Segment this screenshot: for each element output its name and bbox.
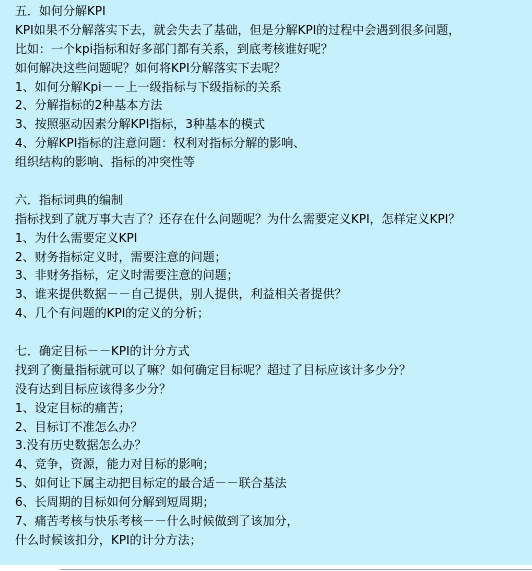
section-7-heading: 七．确定目标－－KPI的计分方式 bbox=[15, 344, 190, 359]
section-6-intro-line: 指标找到了就万事大吉了？还存在什么问题呢？为什么需要定义KPI，怎样定义KPI？ bbox=[15, 211, 461, 226]
section-spacer bbox=[15, 172, 528, 191]
section-6-list-item: 3、非财务指标，定义时需要注意的问题； bbox=[15, 268, 239, 283]
section-6-list-item: 2、财务指标定义时，需要注意的问题； bbox=[15, 249, 227, 264]
section-5-heading: 五．如何分解KPI bbox=[15, 4, 106, 18]
section-5-intro-line: 如何解决这些问题呢？如何将KPI分解落实下去呢？ bbox=[15, 60, 286, 75]
section-7-list-item: 什么时候该扣分，KPI的计分方法； bbox=[15, 532, 202, 547]
section-spacer bbox=[15, 323, 528, 342]
divider-line bbox=[60, 569, 532, 570]
section-7-intro-line: 找到了衡量指标就可以了嘛？如何确定目标呢？超过了目标应该计多少分？ bbox=[15, 362, 412, 377]
section-5-list-item: 组织结构的影响、指标的冲突性等 bbox=[15, 155, 196, 170]
section-7-list-item: 7、痛苦考核与快乐考核－－什么时候做到了该加分， bbox=[15, 514, 299, 529]
section-7-list-item: 1、设定目标的痛苦； bbox=[15, 400, 131, 415]
section-7-list-item: 6、长周期的目标如何分解到短周期； bbox=[15, 495, 215, 510]
section-7-list-item: 4、竞争，资源，能力对目标的影响； bbox=[15, 457, 215, 472]
section-6-list-item: 4、几个有问题的KPI的定义的分析； bbox=[15, 306, 210, 321]
section-7-list-item: 5、如何让下属主动把目标定的最合适－－联合基法 bbox=[15, 476, 287, 491]
section-6-heading: 六．指标词典的编制 bbox=[15, 192, 124, 207]
section-5-list-item: 4、分解KPI指标的注意问题：权利对指标分解的影响、 bbox=[15, 136, 306, 151]
section-5-list-item: 2、分解指标的2种基本方法 bbox=[15, 98, 163, 113]
section-5-list-item: 1、如何分解Kpi－－上一级指标与下级指标的关系 bbox=[15, 79, 282, 94]
section-7-list-item: 2、目标订不准怎么办？ bbox=[15, 419, 143, 434]
section-6-list-item: 1、为什么需要定义KPI bbox=[15, 230, 138, 245]
section-5-list-item: 3、按照驱动因素分解KPI指标，3种基本的模式 bbox=[15, 117, 265, 132]
section-6-list-item: 3、谁来提供数据－－自己提供，别人提供，利益相关者提供？ bbox=[15, 287, 347, 302]
section-5-intro-line: KPI如果不分解落实下去，就会失去了基础，但是分解KPI的过程中会遇到很多问题， bbox=[15, 22, 461, 37]
bottom-divider bbox=[0, 565, 532, 571]
section-5-intro-line: 比如：一个kpi指标和好多部门都有关系，到底考核谁好呢？ bbox=[15, 41, 333, 56]
section-7-list-item: 3.没有历史数据怎么办？ bbox=[15, 438, 147, 453]
section-7-intro-line: 没有达到目标应该得多少分？ bbox=[15, 381, 172, 396]
